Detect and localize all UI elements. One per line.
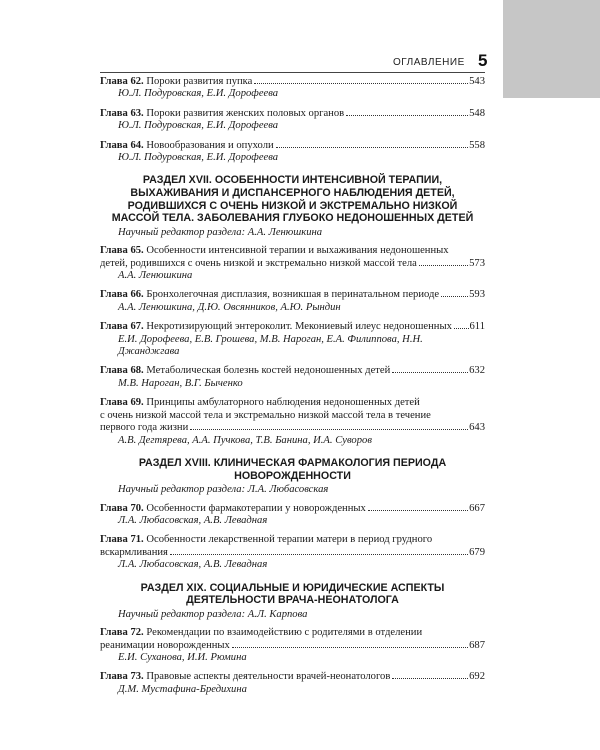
section-editor: Научный редактор раздела: Л.А. Любасовская [118, 484, 329, 496]
chapter-title-line [100, 258, 417, 270]
dot-leader [392, 678, 468, 679]
running-header: ОГЛАВЛЕНИЕ [393, 57, 465, 68]
chapter-page: 548 [469, 107, 485, 119]
toc-line [100, 321, 485, 333]
toc-line [100, 289, 485, 301]
section-header [100, 582, 485, 622]
chapter-authors: М.В. Нароган, В.Г. Быченко [118, 377, 243, 389]
chapter-title: реанимации новорожденных [100, 639, 230, 651]
chapter-page: 543 [469, 76, 485, 87]
chapter-label: Глава 71. [100, 534, 144, 546]
toc-entry[interactable] [100, 289, 485, 314]
dot-leader [190, 429, 468, 430]
chapter-authors: Ю.Л. Подуровская, Е.И. Дорофеева [118, 152, 279, 164]
chapter-authors: Е.И. Дорофеева, Е.В. Грошева, М.В. Нароган, Е.А. Филиппова, Н.Н. Джанджгава [118, 333, 423, 358]
chapter-label: Глава 73. [100, 671, 144, 683]
chapter-label: Глава 72. [100, 627, 144, 639]
toc-entry[interactable] [100, 140, 485, 165]
chapter-title-line [100, 534, 485, 546]
chapter-page: 679 [469, 546, 485, 558]
chapter-title: Метаболическая болезнь костей недоношенных детей [146, 365, 391, 377]
toc-entry[interactable] [100, 108, 485, 133]
chapter-page: 573 [469, 257, 485, 269]
chapter-label: Глава 70. [100, 502, 144, 514]
chapter-authors: А.А. Ленюшкина, Д.Ю. Овсянников, А.Ю. Рындин [118, 301, 341, 313]
chapter-page: 667 [469, 502, 485, 514]
chapter-title: первого года жизни [100, 422, 189, 434]
chapter-authors: Д.М. Мустафина-Бредихина [118, 683, 247, 695]
section-editor: Научный редактор раздела: А.А. Ленюшкина [118, 226, 323, 238]
chapter-label: Глава 62. [100, 76, 144, 87]
page-number: 5 [478, 51, 488, 70]
chapter-label: Глава 69. [100, 397, 144, 409]
section-title: РАЗДЕЛ XVII. ОСОБЕННОСТИ ИНТЕНСИВНОЙ ТЕРАПИИ, ВЫХАЖИВАНИЯ И ДИСПАНСЕРНОГО НАБЛЮДЕНИЯ ДЕТЕЙ, РОДИВШИХСЯ С ОЧЕНЬ НИЗКОЙ И ЭКСТРЕМАЛЬНО НИЗКОЙ МАССОЙ ТЕЛА. ЗАБОЛЕВАНИЯ ГЛУБОКО НЕДОНОШЕННЫХ ДЕТЕЙ [111, 174, 474, 225]
chapter-title-line [100, 503, 366, 515]
dot-leader [419, 265, 468, 266]
dot-leader [392, 372, 468, 373]
toc-line [100, 640, 485, 652]
chapter-title-line [100, 289, 439, 301]
dot-leader [276, 147, 468, 148]
chapter-title: Особенности интенсивной терапии и выхаживания недоношенных [146, 245, 449, 257]
dot-leader [170, 554, 468, 555]
toc-entry[interactable] [100, 503, 485, 528]
dot-leader [454, 328, 469, 329]
toc-line [100, 547, 485, 559]
chapter-page: 692 [469, 671, 485, 683]
chapter-title: Пороки развития пупка [146, 76, 253, 87]
chapter-title: Особенности лекарственной терапии матери в период грудного [146, 534, 433, 546]
chapter-title-line [100, 640, 230, 652]
thumb-tab [503, 0, 600, 98]
chapter-title: Бронхолегочная дисплазия, возникшая в перинатальном периоде [146, 289, 440, 301]
toc-entry[interactable] [100, 534, 485, 571]
toc-entry[interactable] [100, 671, 485, 696]
chapter-title-line [100, 245, 485, 257]
chapter-page: 558 [469, 139, 485, 151]
chapter-title-line [100, 365, 390, 377]
chapter-page: 611 [469, 321, 485, 333]
section-title: РАЗДЕЛ XIX. СОЦИАЛЬНЫЕ И ЮРИДИЧЕСКИЕ АСПЕКТЫ ДЕЯТЕЛЬНОСТИ ВРАЧА-НЕОНАТОЛОГА [140, 581, 445, 607]
chapter-title: Особенности фармакотерапии у новорожденных [146, 502, 366, 514]
chapter-title: Новообразования и опухоли [146, 139, 274, 151]
chapter-title: Пороки развития женских половых органов [146, 107, 345, 119]
section-editor: Научный редактор раздела: А.Л. Карпова [118, 608, 308, 620]
chapter-label: Глава 68. [100, 365, 144, 377]
toc-entry[interactable] [100, 321, 485, 358]
chapter-title-line [100, 627, 485, 639]
chapter-label: Глава 66. [100, 289, 144, 301]
dot-leader [232, 647, 468, 648]
chapter-page: 687 [469, 639, 485, 651]
section-header [100, 457, 485, 497]
chapter-title-line [100, 547, 168, 559]
chapter-page: 593 [469, 289, 485, 301]
dot-leader [254, 83, 468, 84]
toc-line [100, 76, 485, 88]
chapter-title: Некротизирующий энтероколит. Мекониевый илеус недоношенных [146, 321, 452, 333]
toc-line [100, 108, 485, 120]
toc-entry[interactable] [100, 627, 485, 664]
chapter-title-line [100, 108, 344, 120]
chapter-authors: Ю.Л. Подуровская, Е.И. Дорофеева [118, 120, 279, 132]
chapter-title: Правовые аспекты деятельности врачей-неонатологов [146, 671, 391, 683]
chapter-title: Рекомендации по взаимодействию с родителями в отделении [146, 627, 423, 639]
chapter-page: 632 [469, 365, 485, 377]
dot-leader [368, 510, 468, 511]
toc-line [100, 365, 485, 377]
chapter-label: Глава 67. [100, 321, 144, 333]
chapter-page: 643 [469, 422, 485, 434]
toc-entry[interactable] [100, 76, 485, 101]
section-header [100, 174, 485, 239]
chapter-title-line [100, 76, 252, 88]
chapter-title: Принципы амбулаторного наблюдения недоношенных детей [146, 397, 420, 409]
toc-line [100, 671, 485, 683]
chapter-title-line [100, 422, 188, 434]
toc-entry[interactable] [100, 245, 485, 282]
toc-line [100, 503, 485, 515]
chapter-title-line [100, 671, 390, 683]
header-divider [100, 72, 485, 73]
chapter-authors: Л.А. Любасовская, А.В. Левадная [118, 514, 268, 526]
chapter-authors: Ю.Л. Подуровская, Е.И. Дорофеева [118, 88, 279, 100]
toc-line [100, 258, 485, 270]
chapter-title-line [100, 410, 485, 422]
chapter-title-line [100, 397, 485, 409]
toc-line [100, 140, 485, 152]
toc-entry[interactable] [100, 365, 485, 390]
dot-leader [346, 115, 468, 116]
chapter-authors: Л.А. Любасовская, А.В. Левадная [118, 559, 268, 571]
chapter-title-line [100, 321, 452, 333]
chapter-title-line [100, 140, 274, 152]
chapter-label: Глава 63. [100, 107, 144, 119]
toc-line [100, 422, 485, 434]
chapter-authors: А.В. Дегтярева, А.А. Пучкова, Т.В. Банина, И.А. Суворов [118, 434, 372, 446]
chapter-label: Глава 65. [100, 245, 144, 257]
chapter-authors: Е.И. Суханова, И.И. Рюмина [118, 651, 247, 663]
table-of-contents [100, 76, 485, 703]
chapter-title: вскармливания [100, 546, 168, 558]
dot-leader [441, 296, 468, 297]
chapter-label: Глава 64. [100, 139, 144, 151]
chapter-title: с очень низкой массой тела и экстремально низкой массой тела в течение [100, 409, 431, 421]
chapter-title: детей, родившихся с очень низкой и экстремально низкой массой тела [100, 257, 417, 269]
section-title: РАЗДЕЛ XVIII. КЛИНИЧЕСКАЯ ФАРМАКОЛОГИЯ ПЕРИОДА НОВОРОЖДЕННОСТИ [138, 456, 447, 482]
toc-entry[interactable] [100, 397, 485, 447]
chapter-authors: А.А. Ленюшкина [118, 270, 193, 282]
